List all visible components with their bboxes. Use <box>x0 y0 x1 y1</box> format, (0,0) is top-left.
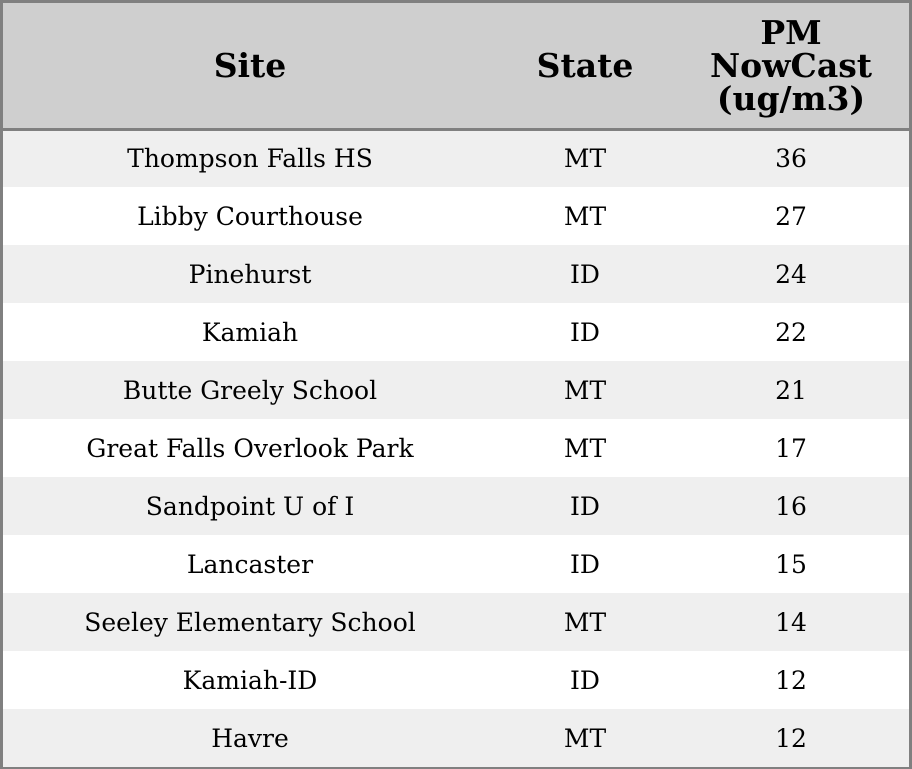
cell-site: Pinehurst <box>188 259 312 289</box>
table-row <box>3 477 909 535</box>
cell-pm: 22 <box>775 317 807 347</box>
cell-pm: 21 <box>775 375 807 405</box>
cell-site: Havre <box>211 723 289 753</box>
table-header <box>3 3 909 129</box>
table-row <box>3 535 909 593</box>
cell-pm: 24 <box>775 259 807 289</box>
cell-site: Kamiah-ID <box>182 665 318 695</box>
header-pm-line-2: NowCast <box>709 45 873 85</box>
cell-site: Seeley Elementary School <box>84 607 416 637</box>
table-row <box>3 129 909 187</box>
header-state-label: State <box>536 45 634 85</box>
cell-pm: 15 <box>775 549 807 579</box>
cell-pm: 17 <box>775 433 807 463</box>
cell-pm: 12 <box>775 665 807 695</box>
cell-site: Butte Greely School <box>122 375 378 405</box>
cell-state: ID <box>570 317 600 347</box>
table-row <box>3 303 909 361</box>
cell-state: MT <box>563 144 607 174</box>
table-row <box>3 187 909 245</box>
table-row <box>3 361 909 419</box>
header-site <box>3 3 497 129</box>
header-pm-line-1: PM <box>760 12 822 52</box>
cell-state: ID <box>570 259 600 289</box>
table-row <box>3 709 909 767</box>
cell-site: Kamiah <box>201 317 299 347</box>
cell-pm: 27 <box>775 201 807 231</box>
header-row <box>3 3 909 129</box>
cell-site: Libby Courthouse <box>137 201 363 231</box>
cell-site: Lancaster <box>186 549 314 579</box>
cell-state: ID <box>570 549 600 579</box>
header-pm-nowcast <box>673 3 909 129</box>
table-row <box>3 419 909 477</box>
cell-pm: 16 <box>775 491 807 521</box>
header-pm-line-3: (ug/m3) <box>716 78 866 118</box>
cell-state: MT <box>563 375 607 405</box>
table-row <box>3 651 909 709</box>
cell-pm: 12 <box>775 723 807 753</box>
cell-site: Great Falls Overlook Park <box>86 433 414 463</box>
cell-state: MT <box>563 607 607 637</box>
table-row <box>3 245 909 303</box>
cell-pm: 36 <box>775 144 807 174</box>
table-row <box>3 593 909 651</box>
cell-state: MT <box>563 201 607 231</box>
cell-state: MT <box>563 723 607 753</box>
cell-site: Thompson Falls HS <box>127 144 373 174</box>
header-site-label: Site <box>213 45 287 85</box>
cell-state: ID <box>570 665 600 695</box>
cell-state: MT <box>563 433 607 463</box>
cell-state: ID <box>570 491 600 521</box>
cell-pm: 14 <box>775 607 807 637</box>
table-body <box>3 129 909 767</box>
pm-nowcast-table <box>3 3 909 767</box>
header-state <box>497 3 673 129</box>
cell-site: Sandpoint U of I <box>145 491 355 521</box>
